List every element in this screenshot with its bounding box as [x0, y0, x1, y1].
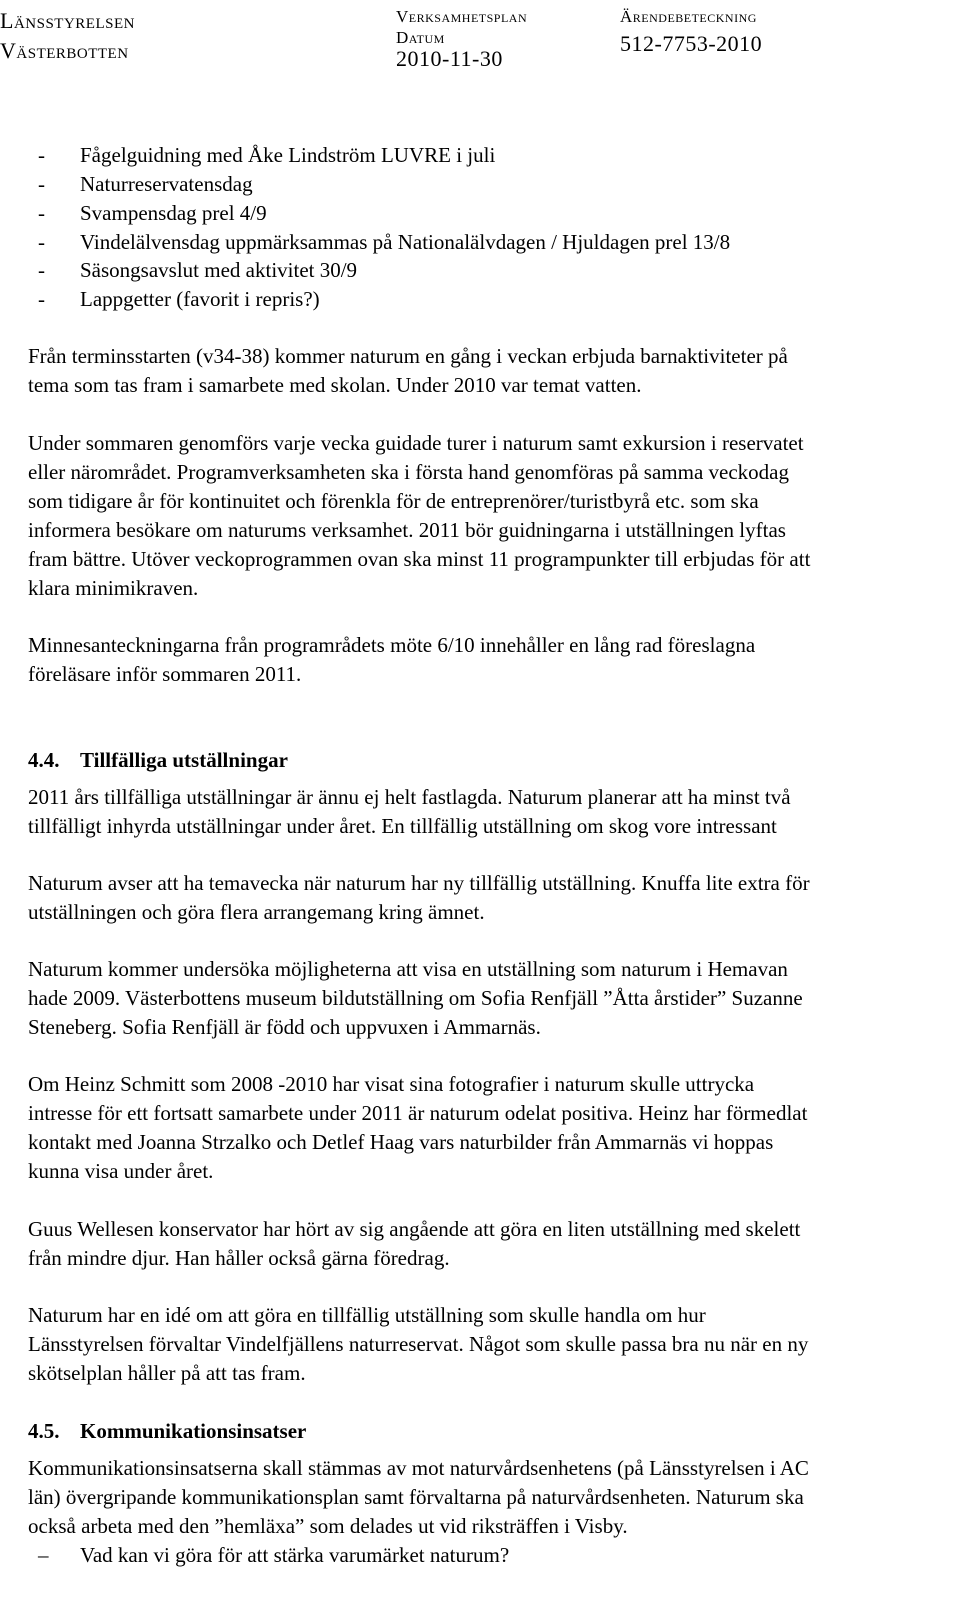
- section-title: Kommunikationsinsatser: [80, 1419, 307, 1443]
- bullet-marker: –: [38, 1543, 49, 1567]
- date-label: Datum: [396, 28, 445, 47]
- bullet-marker: -: [38, 287, 45, 311]
- organization-name: [0, 6, 135, 66]
- document-type: Verksamhetsplan: [396, 7, 528, 26]
- organization-line-1: Länsstyrelsen: [0, 8, 135, 33]
- bullet-marker: -: [38, 201, 45, 225]
- date-value: 2010-11-30: [396, 46, 503, 71]
- bullet-marker: -: [38, 258, 45, 282]
- section-heading-4-4: [28, 746, 288, 774]
- organization-line-2: Västerbotten: [0, 38, 129, 63]
- section-number: 4.5.: [28, 1419, 60, 1443]
- reference-block: [620, 6, 762, 60]
- document-header: [0, 6, 960, 71]
- section-title: Tillfälliga utställningar: [80, 748, 288, 772]
- section-heading-4-5: [28, 1417, 306, 1445]
- bullet-marker: -: [38, 172, 45, 196]
- bullet-marker: -: [38, 143, 45, 167]
- reference-label: Ärendebeteckning: [620, 7, 757, 26]
- section-number: 4.4.: [28, 748, 60, 772]
- document-type-block: [396, 6, 527, 70]
- bullet-marker: -: [38, 230, 45, 254]
- reference-value: 512-7753-2010: [620, 31, 763, 56]
